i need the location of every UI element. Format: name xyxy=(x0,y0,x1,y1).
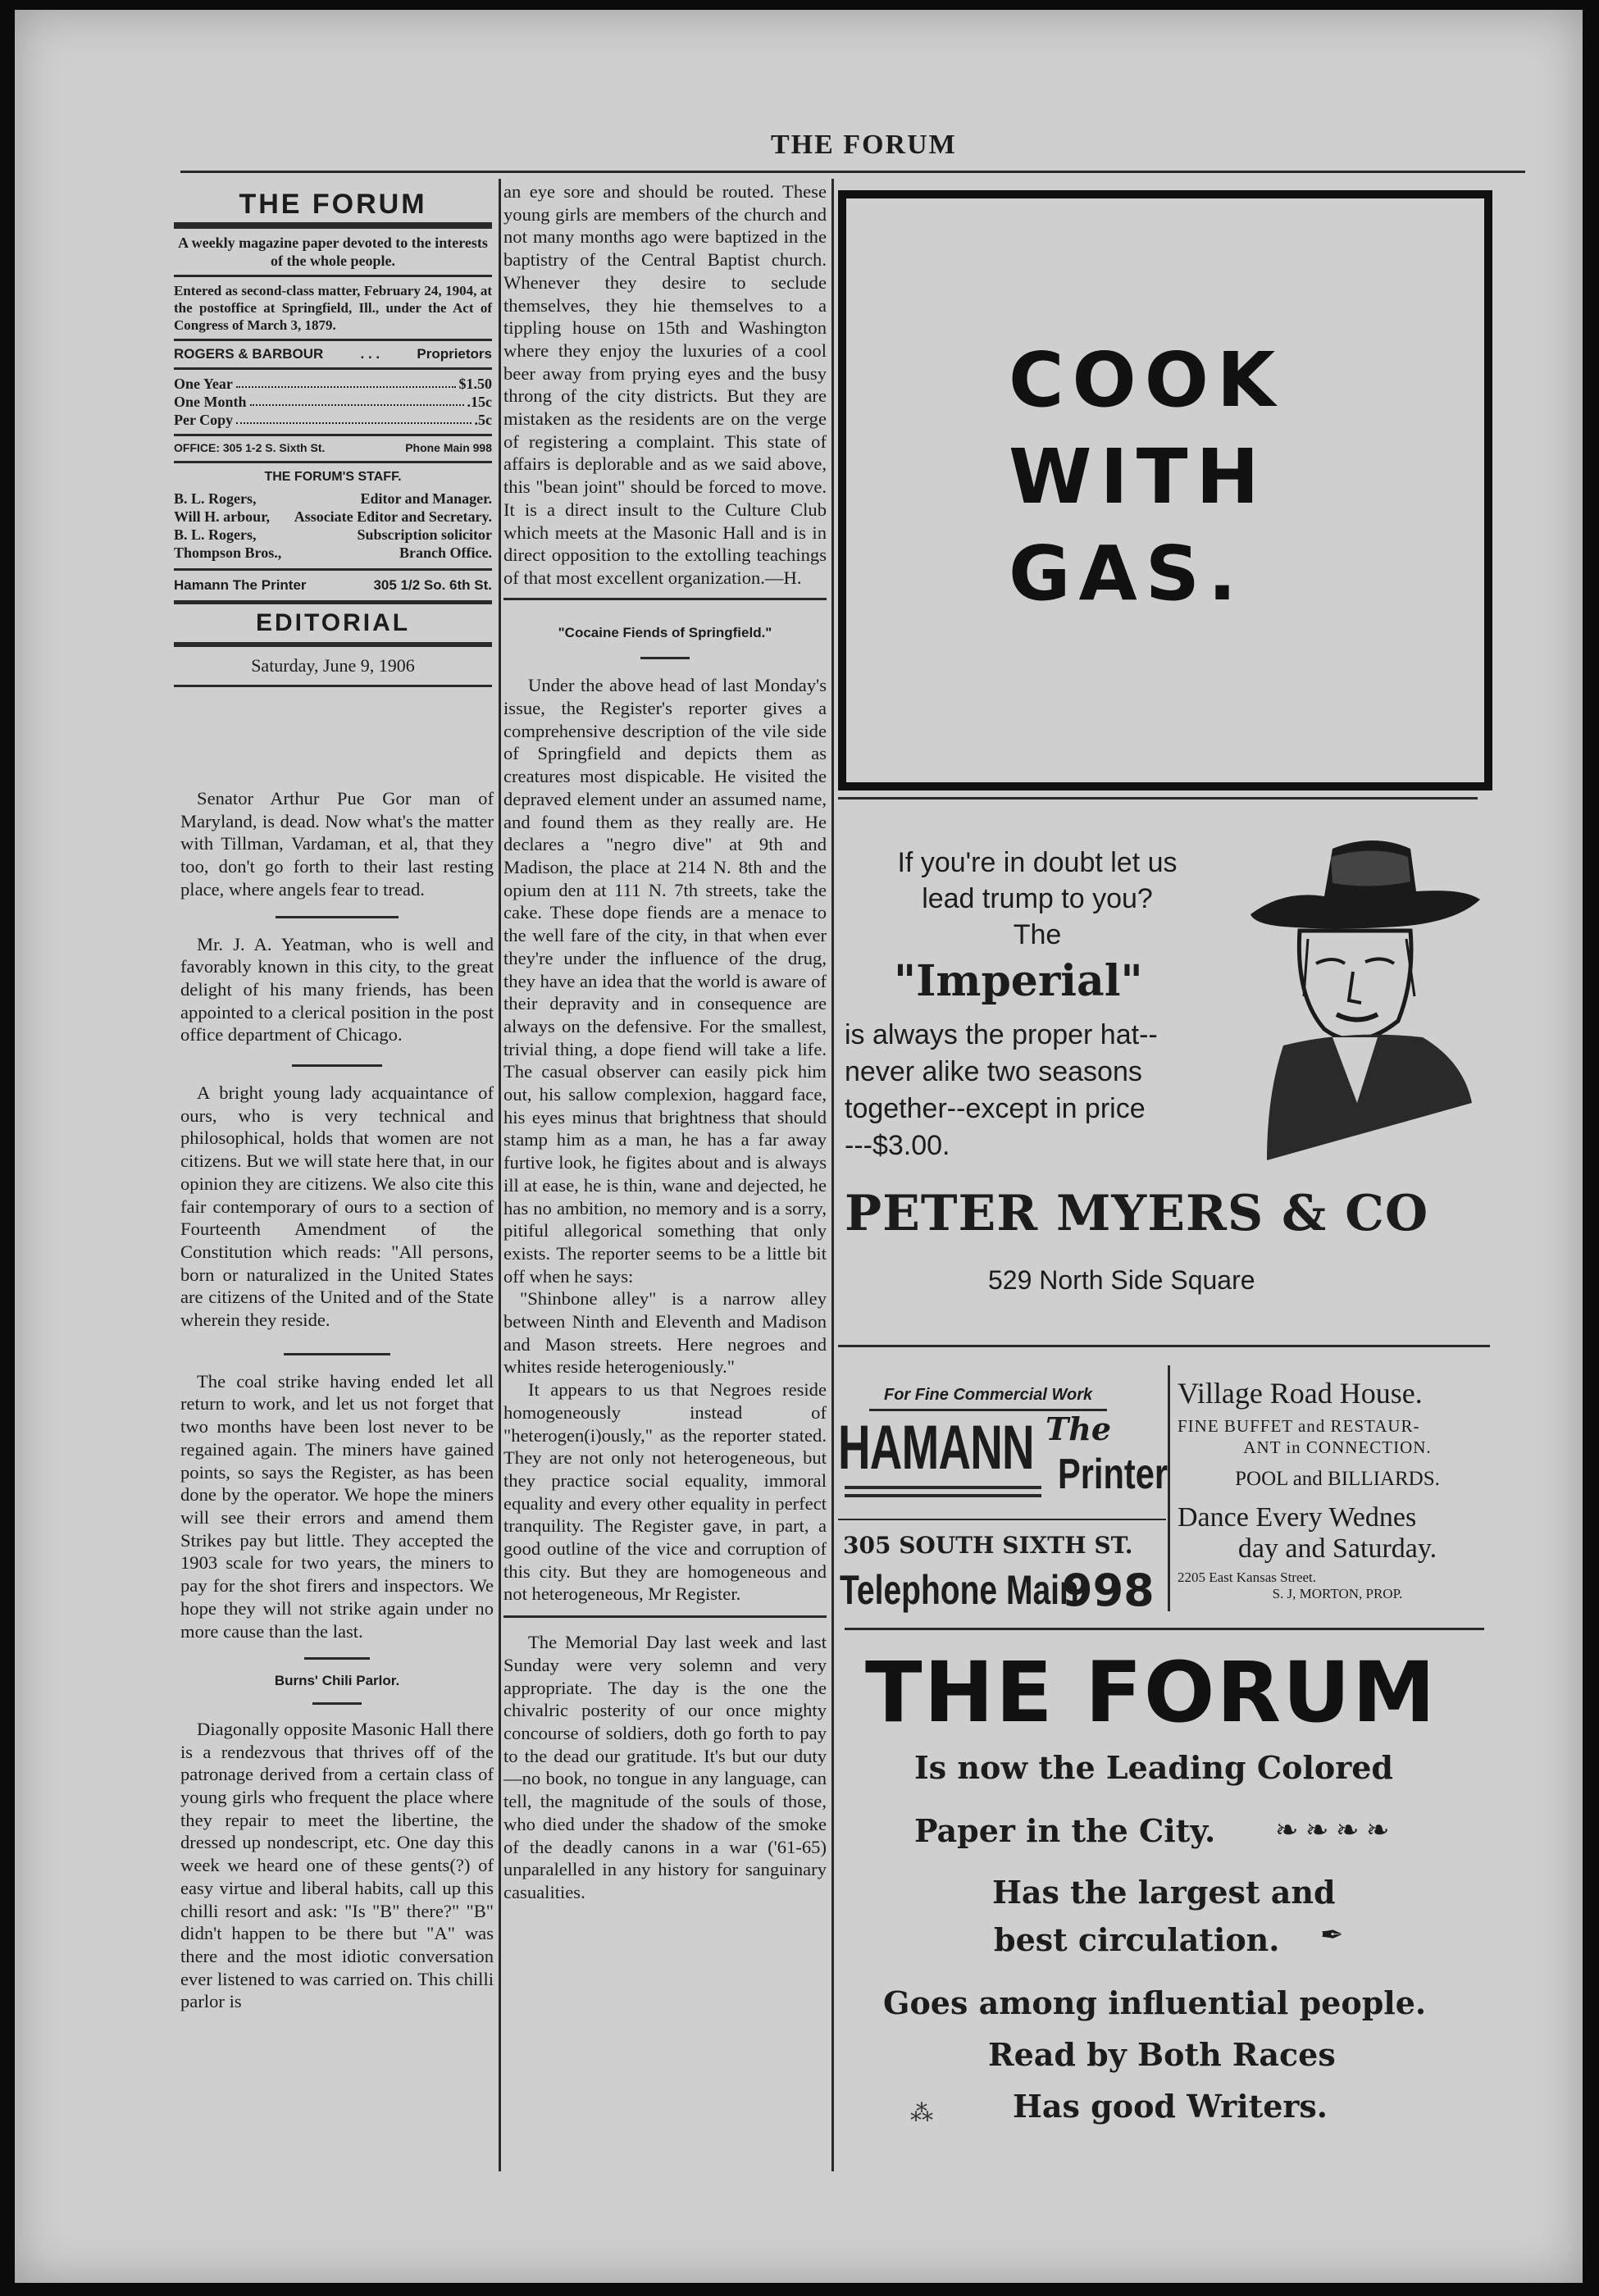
divider xyxy=(503,598,827,600)
printer-line xyxy=(174,577,492,594)
forum-ad-line: Paper in the City. xyxy=(914,1812,1216,1849)
with-line: WITH xyxy=(1009,433,1268,521)
forum-ad-line: Has the largest and xyxy=(992,1874,1336,1911)
office-line xyxy=(174,441,492,454)
proprietors-line xyxy=(174,346,492,362)
staff-heading: THE FORUM'S STAFF. xyxy=(264,470,402,484)
rate-price: .15c xyxy=(467,394,492,410)
divider xyxy=(304,1657,370,1660)
rate-row xyxy=(174,375,492,393)
rate-label: Per Copy xyxy=(174,412,234,428)
issue-date: Saturday, June 9, 1906 xyxy=(251,655,415,676)
editorial-paragraph: Under the above head of last Monday's issue, the Register's reporter gives a comprehensive description of the vile side of Springfield and depicts them as creatures most dispicable. He visited the depraved element under an assumed name, and found them as they really are. He declares a "negro dive" at 9th and Madison, the place at 214 N. 8th and the opium den at 111 N. 7th streets, take the cake. These dope fiends are a menace to the well fare of the city, in that when ever they're under the influence of the drug, they have an idea that the world is aware of their depravity and in consequence are always on the defensive. For the smallest, trivial thing, a dope fiend will take a life. The casual observer can easily pick him out, his sallow complexion, haggard face, his eyes minus that brightness that should stamp him as a man, he has a far away furtive look, he figites about and is always ill at ease, he is thin, wane and dejected, he has no ambition, no memory and is a sorry, pitiful allegorical something that only exists. The reporter seems to be a little bit off when he says: xyxy=(503,675,827,1287)
staff-list xyxy=(174,490,492,562)
printer-name: Hamann The Printer xyxy=(174,577,307,593)
hamann-tagline: For Fine Commercial Work xyxy=(884,1386,1093,1404)
proprietors-dots: . . . xyxy=(360,346,380,362)
staff-row xyxy=(174,508,492,526)
tagline: A weekly magazine paper devoted to the interests of the whole people. xyxy=(178,235,488,269)
divider xyxy=(174,434,492,436)
staff-role: Editor and Manager. xyxy=(360,490,492,507)
forum-ad-title: THE FORUM xyxy=(865,1644,1437,1742)
editorial-paragraph: A bright young lady acquaintance of ours, who is very technical and philosophical, holds that women are not citizens. But we will state here that, in our opinion they are citizens. We also cite this fair contemporary of ours to a section of Fourteenth Amendment of the Constitution which reads: "All persons, born or naturalized in the United States are citizens of the United and of the State wherein they reside. xyxy=(180,1082,494,1331)
proprietors-names: ROGERS & BARBOUR xyxy=(174,346,324,362)
divider xyxy=(838,797,1478,800)
staff-row xyxy=(174,490,492,508)
burns-heading: Burns' Chili Parlor. xyxy=(274,1673,400,1689)
editorial-paragraph: an eye sore and should be routed. These young girls are members of the church and not many months ago were baptized in the baptistry of the Central Baptist church. Whenever they desire to seclude themselves, they hie themselves to a tippling house on 15th and Washington where they enjoy the luxuries of a cool beer away from prying eyes and the busy throng of the city districts. But they are mistaken as the residents are on the verge of registering a complaint. This state of affairs is deplorable and as we said above, this "bean joint" should be forced to move. It is a direct insult to the Culture Club which meets at the Masonic Hall and is in direct opposition to the extolling teachings of that most excellent organization.—H. xyxy=(503,181,827,588)
staff-role: Branch Office. xyxy=(399,544,492,561)
peter-myers-company: PETER MYERS & CO xyxy=(845,1185,1429,1242)
editorial-paragraph: The Memorial Day last week and last Sunday were very solemn and very appropriate. The day is the one the chivalric posterity of our once mighty concourse of soldiers, doth go forth to pay to the dead our gratitude. It's but our duty—no book, no tongue in any language, can tell, the magnitude of the souls of those, who died under the shadow of the smoke of the deadly canons in a war ('61-65) unparalelled in any history for sanguinary casualities. xyxy=(503,1632,827,1902)
divider xyxy=(174,600,492,604)
rate-leader xyxy=(250,393,464,406)
peter-myers-address: 529 North Side Square xyxy=(988,1265,1255,1295)
cook-with-gas-text xyxy=(1009,332,1283,622)
village-title: Village Road House. xyxy=(1178,1377,1423,1410)
rate-leader xyxy=(236,375,456,388)
paper-title: THE FORUM xyxy=(239,189,427,220)
editorial-paragraph: Senator Arthur Pue Gor man of Maryland, is dead. Now what's the matter with Tillman, Vardaman, et al, that they too, don't go forth to their last resting place, where angels fear to tread. xyxy=(180,788,494,900)
staff-name: B. L. Rogers, xyxy=(174,526,257,543)
divider xyxy=(640,657,690,659)
editorial-heading: EDITORIAL xyxy=(255,609,411,636)
hamann-printer: Printer xyxy=(1058,1451,1168,1498)
staff-role: Subscription solicitor xyxy=(357,526,492,543)
rate-price: .5c xyxy=(474,412,492,428)
hat-ad-copy-2 xyxy=(845,1017,1238,1164)
village-line: Dance Every Wednes xyxy=(1178,1502,1417,1533)
hamann-telephone-label: Telephone Main xyxy=(840,1567,1079,1613)
divider xyxy=(174,275,492,277)
hat-ad-line: If you're in doubt let us xyxy=(897,847,1178,878)
hat-ad-line: ---$3.00. xyxy=(845,1130,950,1161)
printer-address: 305 1/2 So. 6th St. xyxy=(373,577,492,593)
rate-price: $1.50 xyxy=(458,376,492,392)
rate-label: One Year xyxy=(174,376,233,392)
subscription-rates xyxy=(174,375,492,429)
staff-name: Will H. arbour, xyxy=(174,508,271,525)
divider xyxy=(838,1345,1490,1347)
divider xyxy=(174,642,492,647)
editorial-paragraph: Mr. J. A. Yeatman, who is well and favorably known in this city, to the great delight of his many friends, has been appointed to a clerical position in the post office department of Chicago. xyxy=(180,933,494,1046)
office-phone: Phone Main 998 xyxy=(405,441,492,454)
rate-row xyxy=(174,411,492,429)
rate-label: One Month xyxy=(174,394,247,410)
divider xyxy=(174,568,492,571)
staff-name: Thompson Bros., xyxy=(174,544,282,561)
divider xyxy=(845,1628,1484,1630)
proprietors-label: Proprietors xyxy=(417,346,492,362)
divider xyxy=(174,685,492,687)
village-proprietor: S. J, MORTON, PROP. xyxy=(1272,1586,1403,1601)
hat-ad-line: together--except in price xyxy=(845,1093,1146,1124)
hat-ad-line: lead trump to you? xyxy=(922,883,1153,914)
office-address: OFFICE: 305 1-2 S. Sixth St. xyxy=(174,441,326,454)
village-line: FINE BUFFET and RESTAUR- xyxy=(1178,1416,1420,1436)
hat-ad-copy xyxy=(845,845,1230,953)
forum-ad-line: Goes among influential people. xyxy=(883,1984,1427,2021)
hamann-name: HAMANN xyxy=(838,1413,1034,1483)
forum-ad-line: Has good Writers. xyxy=(1013,2088,1328,2125)
imperial-brand: "Imperial" xyxy=(894,956,1143,1006)
hat-ad-line: is always the proper hat-- xyxy=(845,1019,1158,1050)
divider xyxy=(292,1064,382,1067)
forum-ad-line: Is now the Leading Colored xyxy=(914,1749,1393,1786)
editorial-paragraph: The coal strike having ended let all return to work, and let us not forget that two months have been lost never to be regained again. The miners have gained points, so says the Register, as has been done by the operator. We hope the miners will see their errors and amend them Strikes pay but little. They accepted the 1903 scale for two years, the miners to pay for the shot firers and inspectors. We hope they will not strike again under no more cause than the last. xyxy=(180,1370,494,1642)
divider xyxy=(312,1702,362,1705)
forum-ad-line: best circulation. xyxy=(994,1921,1280,1958)
forum-ad-line: Read by Both Races xyxy=(988,2036,1336,2073)
divider xyxy=(174,461,492,463)
entered-notice: Entered as second-class matter, February 24, 1904, at the postoffice at Springfield, Ill., under the Act of Congress of March 3, 1879. xyxy=(174,283,492,333)
divider xyxy=(838,1519,1166,1520)
cook-line: COOK xyxy=(1009,336,1284,424)
divider xyxy=(284,1353,390,1355)
cocaine-heading: "Cocaine Fiends of Springfield." xyxy=(558,624,772,640)
village-line: POOL and BILLIARDS. xyxy=(1235,1468,1440,1490)
man-with-hat-illustration xyxy=(1234,832,1484,1160)
hat-ad-line: The xyxy=(1013,919,1062,950)
staff-name: B. L. Rogers, xyxy=(174,490,257,507)
hat-ad-line: never alike two seasons xyxy=(845,1056,1142,1087)
column-rule-2 xyxy=(831,179,834,2171)
column-rule-1 xyxy=(499,179,501,2171)
divider xyxy=(276,916,399,918)
editorial-paragraph: It appears to us that Negroes reside homogeneously instead of "heterogen(i)ously," as the reporter stated. They are not only not heterogeneous, but they practice social equality, immoral equality and every other equality in perfect tranquility. The Register gave, in part, a good outline of the vice and corruption of this city. But they are homogeneous and not heterogeneous, Mr Register. xyxy=(503,1379,827,1605)
masthead-rule xyxy=(180,171,1525,173)
divider xyxy=(845,1486,1041,1489)
village-road-house-ad xyxy=(1178,1376,1497,1602)
page-masthead: THE FORUM xyxy=(771,130,957,160)
divider xyxy=(174,367,492,370)
staff-row xyxy=(174,526,492,544)
title-rule xyxy=(174,222,492,229)
rate-row xyxy=(174,393,492,411)
divider xyxy=(845,1494,1041,1497)
village-address: 2205 East Kansas Street. xyxy=(1178,1569,1317,1585)
editorial-col-left xyxy=(180,787,494,2013)
leaf-ornament-icon: ❧ ❧ ❧ ❧ xyxy=(1275,1815,1390,1846)
editorial-paragraph: Diagonally opposite Masonic Hall there is a rendezvous that thrives off of the patronage derived from a certain class of young girls who frequent the place where they repair to meet the libertine, the dressed up nondescript, etc. One day this week we heard one of these gents(?) of easy virtue and liberal habits, call up this chilli resort and ask: "Is "B" there?" "B" didn't happen to be there but "A" was there and the most idiotic conversation ever listened to was carried on. This chilli parlor is xyxy=(180,1718,494,2012)
pen-ornament-icon: ✒ xyxy=(1320,1920,1344,1951)
rate-leader xyxy=(236,411,471,424)
flourish-ornament-icon: ⁂ xyxy=(910,2101,933,2126)
village-line: day and Saturday. xyxy=(1237,1533,1437,1564)
ad-divider xyxy=(1168,1365,1170,1611)
masthead-box xyxy=(174,189,492,687)
hamann-address: 305 SOUTH SIXTH ST. xyxy=(843,1532,1133,1559)
village-line: ANT in CONNECTION. xyxy=(1243,1437,1432,1457)
staff-role: Associate Editor and Secretary. xyxy=(294,508,492,525)
staff-row xyxy=(174,544,492,562)
gas-line: GAS. xyxy=(1009,530,1245,617)
editorial-col-middle xyxy=(503,180,827,1904)
editorial-paragraph: "Shinbone alley" is a narrow alley between Ninth and Eleventh and Madison and Mason streets. Here negroes and whites reside heterogeniously." xyxy=(503,1288,827,1378)
divider xyxy=(503,1615,827,1618)
hamann-telephone-number: 998 xyxy=(1062,1565,1155,1616)
hamann-the: The xyxy=(1046,1410,1112,1447)
divider xyxy=(174,339,492,341)
